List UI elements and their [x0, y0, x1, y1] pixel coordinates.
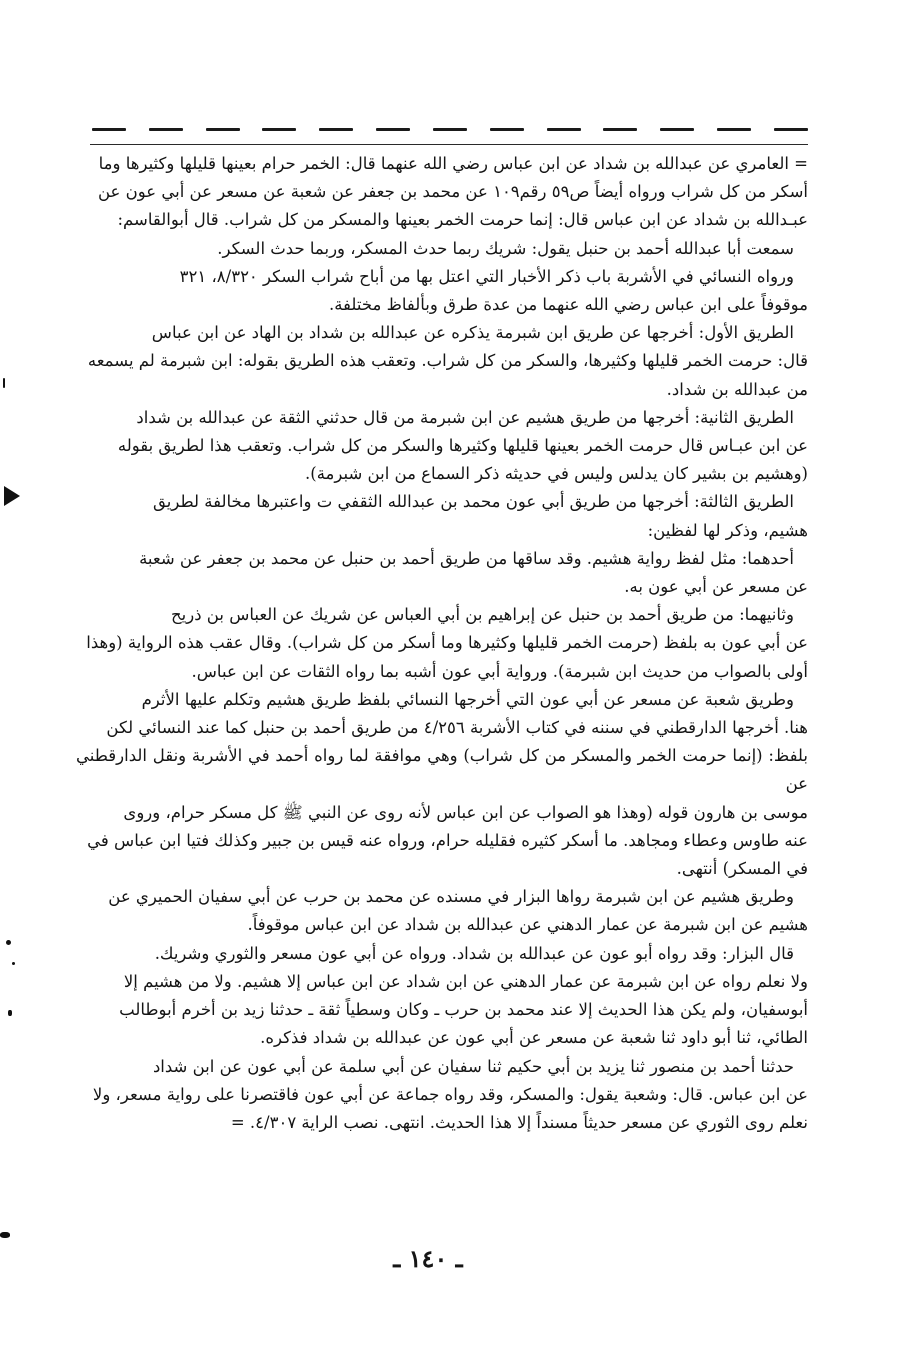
text-line: من عبدالله بن شداد.	[666, 379, 808, 399]
dash	[717, 128, 751, 131]
dash	[603, 128, 637, 131]
scan-speck	[6, 940, 11, 945]
text-line: هنا. أخرجها الدارقطني في سننه في كتاب الأشربة ٤/٢٥٦ من طريق أحمد بن حنبل كما عند النسائي لكن	[106, 718, 808, 738]
text-line: ورواه النسائي في الأشربة باب ذكر الأخبار التي اعتل بها من أباح شراب السكر ٨/٣٢٠، ٣٢١	[179, 266, 794, 286]
text-line: حدثنا أحمد بن منصور ثنا يزيد بن أبي حكيم ثنا سفيان عن أبي سلمة عن أبي عون عن ابن شداد	[152, 1056, 794, 1076]
text-line: أبوسفيان، ولم يكن هذا الحديث إلا عند محمد بن حرب ـ وكان وسطياً ثقة ـ حدثنا زيد بن أخرم أبوطالب	[119, 1000, 808, 1020]
text-line: أسكر من كل شراب ورواه أيضاً ص٥٩ رقم١٠٩ عن محمد بن جعفر عن شعبة عن مسعر عن أبي عون عن	[98, 182, 808, 202]
dash	[319, 128, 353, 131]
scan-speck	[12, 962, 15, 965]
text-line: عن ابن عباس. قال: وشعبة يقول: والمسكر، وقد رواه جماعة عن أبي عون فاقتصرنا على رواية مسعر، ولا	[92, 1084, 808, 1104]
scan-speck	[8, 1010, 12, 1016]
dash	[92, 128, 126, 131]
dash	[547, 128, 581, 131]
dash	[262, 128, 296, 131]
dash	[376, 128, 410, 131]
text-line: هشيم عن ابن شبرمة عن عمار الدهني عن عبدالله بن شداد عن ابن عباس موقوفاً.	[247, 915, 808, 935]
text-line: (وهشيم بن بشير كان يدلس وليس في حديثه ذكر السماع من ابن شبرمة).	[305, 464, 808, 484]
text-line: سمعت أبا عبدالله أحمد بن حنبل يقول: شريك ربما حدث المسكر، وربما حدث السكر.	[217, 238, 794, 258]
dash	[660, 128, 694, 131]
text-line: وثانيهما: من طريق أحمد بن حنبل عن إبراهيم بن أبي العباس عن شريك عن العباس بن ذريح	[171, 605, 794, 625]
dash	[490, 128, 524, 131]
dash	[774, 128, 808, 131]
text-line: أولى بالصواب من حديث ابن شبرمة). ورواية أبي عون أشبه بما رواه الثقات عن ابن عباس.	[191, 661, 808, 681]
text-line: عن أبي عون به بلفظ (حرمت الخمر قليلها وكثيرها وما أسكر من كل شراب). وقال عقب هذه الرواية (وهذا	[86, 633, 808, 653]
text-line: الطريق الثانية: أخرجها من طريق هشيم عن ابن شبرمة من قال حدثني الثقة عن عبدالله بن شداد	[136, 407, 794, 427]
dashed-separator	[92, 122, 808, 136]
footnote-rule	[90, 144, 808, 145]
text-line: عبـدالله بن شداد عن ابن عباس قال: إنما حرمت الخمر بعينها والمسكر من كل شراب. قال أبوالقاسم:	[117, 210, 808, 230]
footnote-text	[76, 150, 808, 1137]
scan-mark-triangle	[4, 486, 20, 506]
text-line: عن مسعر عن أبي عون به.	[624, 577, 808, 597]
scan-speck	[3, 378, 5, 388]
text-line: هشيم، وذكر لها لفظين:	[647, 520, 808, 540]
text-line: قال البزار: وقد رواه أبو عون عن عبدالله بن شداد. ورواه عن أبي عون مسعر والثوري وشريك.	[154, 943, 794, 963]
dash	[433, 128, 467, 131]
dash	[149, 128, 183, 131]
dash	[206, 128, 240, 131]
text-line: وطريق شعبة عن مسعر عن أبي عون التي أخرجها النسائي بلفظ طريق هشيم وتكلم عليها الأثرم	[141, 689, 794, 709]
text-line: قال: حرمت الخمر قليلها وكثيرها، والسكر من كل شراب. وتعقب هذه الطريق بقوله: ابن شبرمة لم يسمعه	[87, 351, 808, 371]
text-line: عنه طاوس وعطاء ومجاهد. ما أسكر كثيره فقليله حرام، ورواه عنه قيس بن جبير وكذلك فتيا ابن عباس في	[87, 830, 808, 850]
text-line: عن ابن عبـاس قال حرمت الخمر بعينها قليلها وكثيرها والسكر من كل شراب. وتعقب هذا لطريق بقوله	[117, 436, 808, 456]
text-line: نعلم روى الثوري عن مسعر حديثاً مسنداً إلا هذا الحديث. انتهى. نصب الراية ٤/٣٠٧. =	[230, 1112, 808, 1132]
text-line: موسى بن هارون قوله (وهذا هو الصواب عن ابن عباس لأنه روى عن النبي ﷺ كل مسكر حرام، وروى	[123, 802, 808, 822]
text-line: بلفظ: (إنما حرمت الخمر والمسكر من كل شراب) وهي موافقة لما رواه أحمد في الأشربة ونقل الدارقطني عن	[76, 746, 808, 794]
text-line: أحدهما: مثل لفظ رواية هشيم. وقد ساقها من طريق أحمد بن حنبل عن محمد بن جعفر عن شعبة	[139, 548, 794, 568]
text-line: وطريق هشيم عن ابن شبرمة رواها البزار في مسنده عن محمد بن حرب عن أبي سفيان الحميري عن	[108, 887, 794, 907]
text-line: ولا نعلم رواه عن ابن شبرمة عن عمار الدهني عن ابن شداد عن ابن عباس إلا هشيم. ولا من هشيم إلا	[123, 971, 808, 991]
text-line: موقوفاً على ابن عباس رضي الله عنهما من عدة طرق وبألفاظ مختلفة.	[328, 295, 808, 315]
text-line: الطائي، ثنا أبو داود ثنا شعبة عن مسعر عن أبي عون عن عبدالله بن شداد فذكره.	[260, 1028, 808, 1048]
text-line: في المسكر) أنتهى.	[676, 859, 808, 879]
text-line: الطريق الثالثة: أخرجها من طريق أبي عون محمد بن عبدالله الثقفي ت واعتبرها مخالفة لطريق	[153, 492, 794, 512]
text-line: الطريق الأول: أخرجها عن طريق ابن شبرمة يذكره عن عبدالله بن شداد بن الهاد عن ابن عباس	[151, 323, 794, 343]
text-line: = العامري عن عبدالله بن شداد عن ابن عباس رضي الله عنهما قال: الخمر حرام بعينها قليلها وكثيرها وما	[98, 154, 808, 173]
page-number: ـ ١٤٠ ـ	[393, 1244, 463, 1273]
scan-speck	[0, 1232, 10, 1238]
